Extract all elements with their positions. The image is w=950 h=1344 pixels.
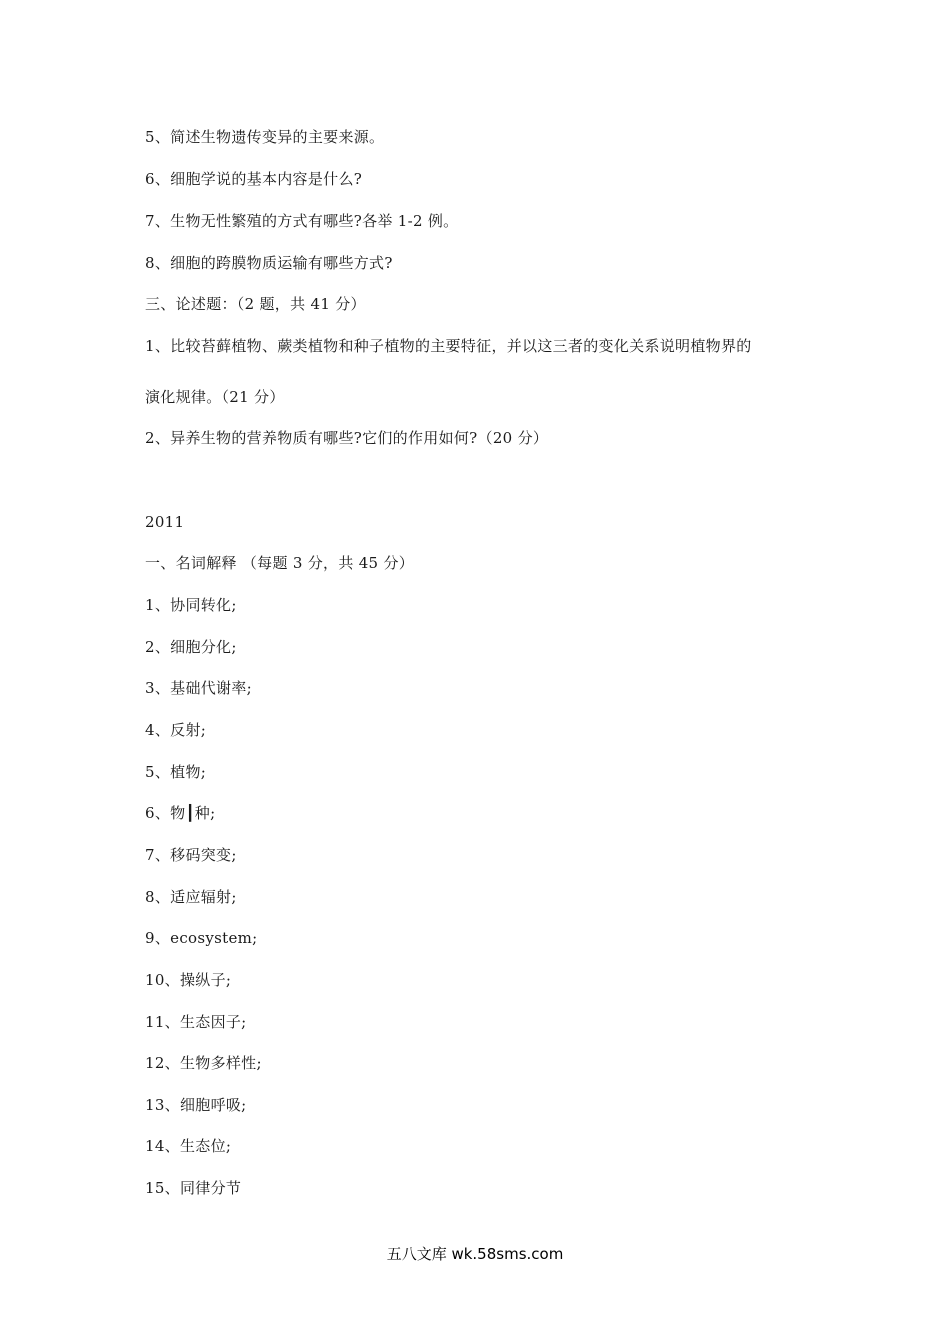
term-item: 12、生物多样性; — [145, 1054, 262, 1072]
term-item: 9、ecosystem; — [145, 929, 258, 947]
term-item: 6、物┃种; — [145, 804, 216, 822]
essay-question-2: 2、异养生物的营养物质有哪些?它们的作用如何?（20 分） — [145, 429, 549, 447]
term-item: 13、细胞呼吸; — [145, 1096, 247, 1114]
term-item: 2、细胞分化; — [145, 638, 237, 656]
question-8: 8、细胞的跨膜物质运输有哪些方式? — [145, 254, 393, 272]
section-heading-terms: 一、名词解释 （每题 3 分，共 45 分） — [145, 554, 415, 572]
question-5: 5、简述生物遗传变异的主要来源。 — [145, 128, 385, 146]
term-item: 10、操纵子; — [145, 971, 232, 989]
term-item: 5、植物; — [145, 763, 207, 781]
essay-question-1: 1、比较苔藓植物、蕨类植物和种子植物的主要特征，并以这三者的变化关系说明植物界的 — [145, 337, 752, 355]
essay-question-1-continued: 演化规律。（21 分） — [145, 388, 285, 406]
question-7: 7、生物无性繁殖的方式有哪些?各举 1-2 例。 — [145, 212, 459, 230]
term-item: 11、生态因子; — [145, 1013, 247, 1031]
section-heading-essay: 三、论述题：（2 题，共 41 分） — [145, 295, 366, 313]
term-item: 8、适应辐射; — [145, 888, 237, 906]
term-item: 14、生态位; — [145, 1137, 232, 1155]
exam-year: 2011 — [145, 513, 185, 531]
question-6: 6、细胞学说的基本内容是什么? — [145, 170, 363, 188]
term-item: 7、移码突变; — [145, 846, 237, 864]
footer-watermark: 五八文库 wk.58sms.com — [386, 1245, 564, 1263]
term-item: 3、基础代谢率; — [145, 679, 252, 697]
term-item: 1、协同转化; — [145, 596, 237, 614]
term-item: 15、同律分节 — [145, 1179, 242, 1197]
term-item: 4、反射; — [145, 721, 207, 739]
